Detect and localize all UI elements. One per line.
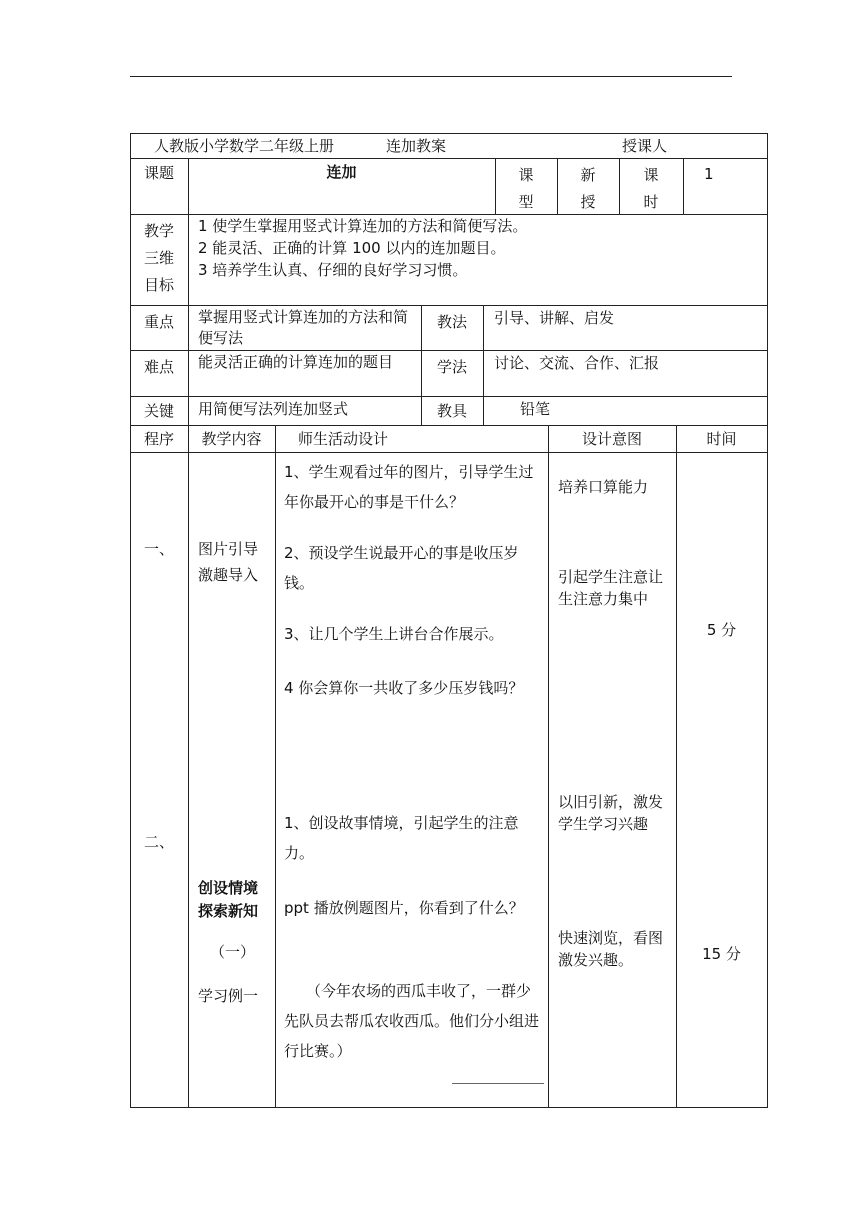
- tool-value: 铅笔: [520, 400, 551, 418]
- goal-item: 1 使学生掌握用竖式计算连加的方法和简便写法。: [198, 217, 528, 235]
- col-content: 教学内容: [201, 430, 262, 448]
- topic-label: 课题: [143, 164, 174, 182]
- col-intent: 设计意图: [581, 430, 642, 448]
- study-method-label: 学法: [436, 358, 467, 376]
- step1-activity: 4 你会算你一共收了多少压岁钱吗？: [284, 679, 524, 697]
- step2-time: 15 分: [702, 945, 741, 963]
- col-step: 程序: [143, 430, 174, 448]
- key-content: 掌握用竖式计算连加的方法和简便写法: [198, 308, 409, 347]
- difficult-content: 能灵活正确的计算连加的题目: [198, 353, 394, 371]
- header-lesson: 连加教案: [386, 137, 447, 155]
- step1-intent-2: 引起学生注意让生注意力集中: [558, 568, 664, 608]
- step1-activity: 3、让几个学生上讲台合作展示。: [284, 625, 504, 643]
- crux-label: 关键: [143, 402, 174, 420]
- step2-content-3: （一）: [210, 943, 256, 961]
- step2-activity: 1、创设故事情境，引起学生的注意力。: [284, 814, 519, 862]
- hours-label-1: 课: [643, 166, 659, 184]
- step1-no: 一、: [144, 540, 175, 558]
- step1-activity: 2、预设学生说最开心的事是收压岁钱。: [284, 544, 519, 592]
- step1-content-2: 激趣导入: [198, 566, 259, 584]
- goal-item: 2 能灵活、正确的计算 100 以内的连加题目。: [198, 239, 506, 257]
- step2-activity: ppt 播放例题图片，你看到了什么？: [284, 899, 524, 917]
- step2-no: 二、: [144, 833, 175, 851]
- type-value-2: 授: [580, 193, 596, 211]
- step2-intent-2: 快速浏览，看图激发兴趣。: [558, 929, 664, 969]
- method-value: 引导、讲解、启发: [494, 309, 615, 327]
- step1-time: 5 分: [706, 621, 737, 639]
- header-title: 人教版小学数学二年级上册: [154, 137, 335, 155]
- method-label: 教法: [436, 313, 467, 331]
- type-label-2: 型: [518, 193, 534, 211]
- type-value-1: 新: [580, 166, 596, 184]
- step1-activity: 1、学生观看过年的图片，引导学生过年你最开心的事是干什么？: [284, 463, 534, 511]
- topic-value: 连加: [326, 163, 357, 181]
- key-label: 重点: [143, 313, 174, 331]
- step2-content-1: 创设情境: [198, 879, 259, 897]
- type-label-1: 课: [518, 166, 534, 184]
- step1-intent-1: 培养口算能力: [558, 478, 649, 496]
- step2-activity: （今年农场的西瓜丰收了，一群少先队员去帮瓜农收西瓜。他们分小组进行比赛。）: [284, 982, 540, 1060]
- goals-label-1: 教学: [143, 222, 174, 240]
- header-teacher-label: 授课人: [622, 137, 668, 155]
- goals-label-2: 三维: [143, 249, 174, 267]
- tool-label: 教具: [436, 402, 467, 420]
- step2-content-2: 探索新知: [198, 902, 259, 920]
- hours-label-2: 时: [643, 193, 659, 211]
- col-time: 时间: [706, 430, 737, 448]
- step1-content-1: 图片引导: [198, 540, 259, 558]
- study-method-value: 讨论、交流、合作、汇报: [494, 354, 660, 372]
- crux-content: 用简便写法列连加竖式: [198, 400, 349, 418]
- step2-intent-1: 以旧引新，激发学生学习兴趣: [558, 793, 664, 833]
- hours-value: 1: [704, 165, 714, 183]
- goal-item: 3 培养学生认真、仔细的良好学习习惯。: [198, 261, 468, 279]
- difficult-label: 难点: [143, 358, 174, 376]
- fill-line: [452, 1083, 544, 1084]
- header-rule: [130, 76, 732, 77]
- col-design: 师生活动设计: [298, 430, 389, 448]
- step2-content-4: 学习例一: [198, 987, 259, 1005]
- lesson-plan-table: [130, 133, 768, 1108]
- goals-label-3: 目标: [143, 276, 174, 294]
